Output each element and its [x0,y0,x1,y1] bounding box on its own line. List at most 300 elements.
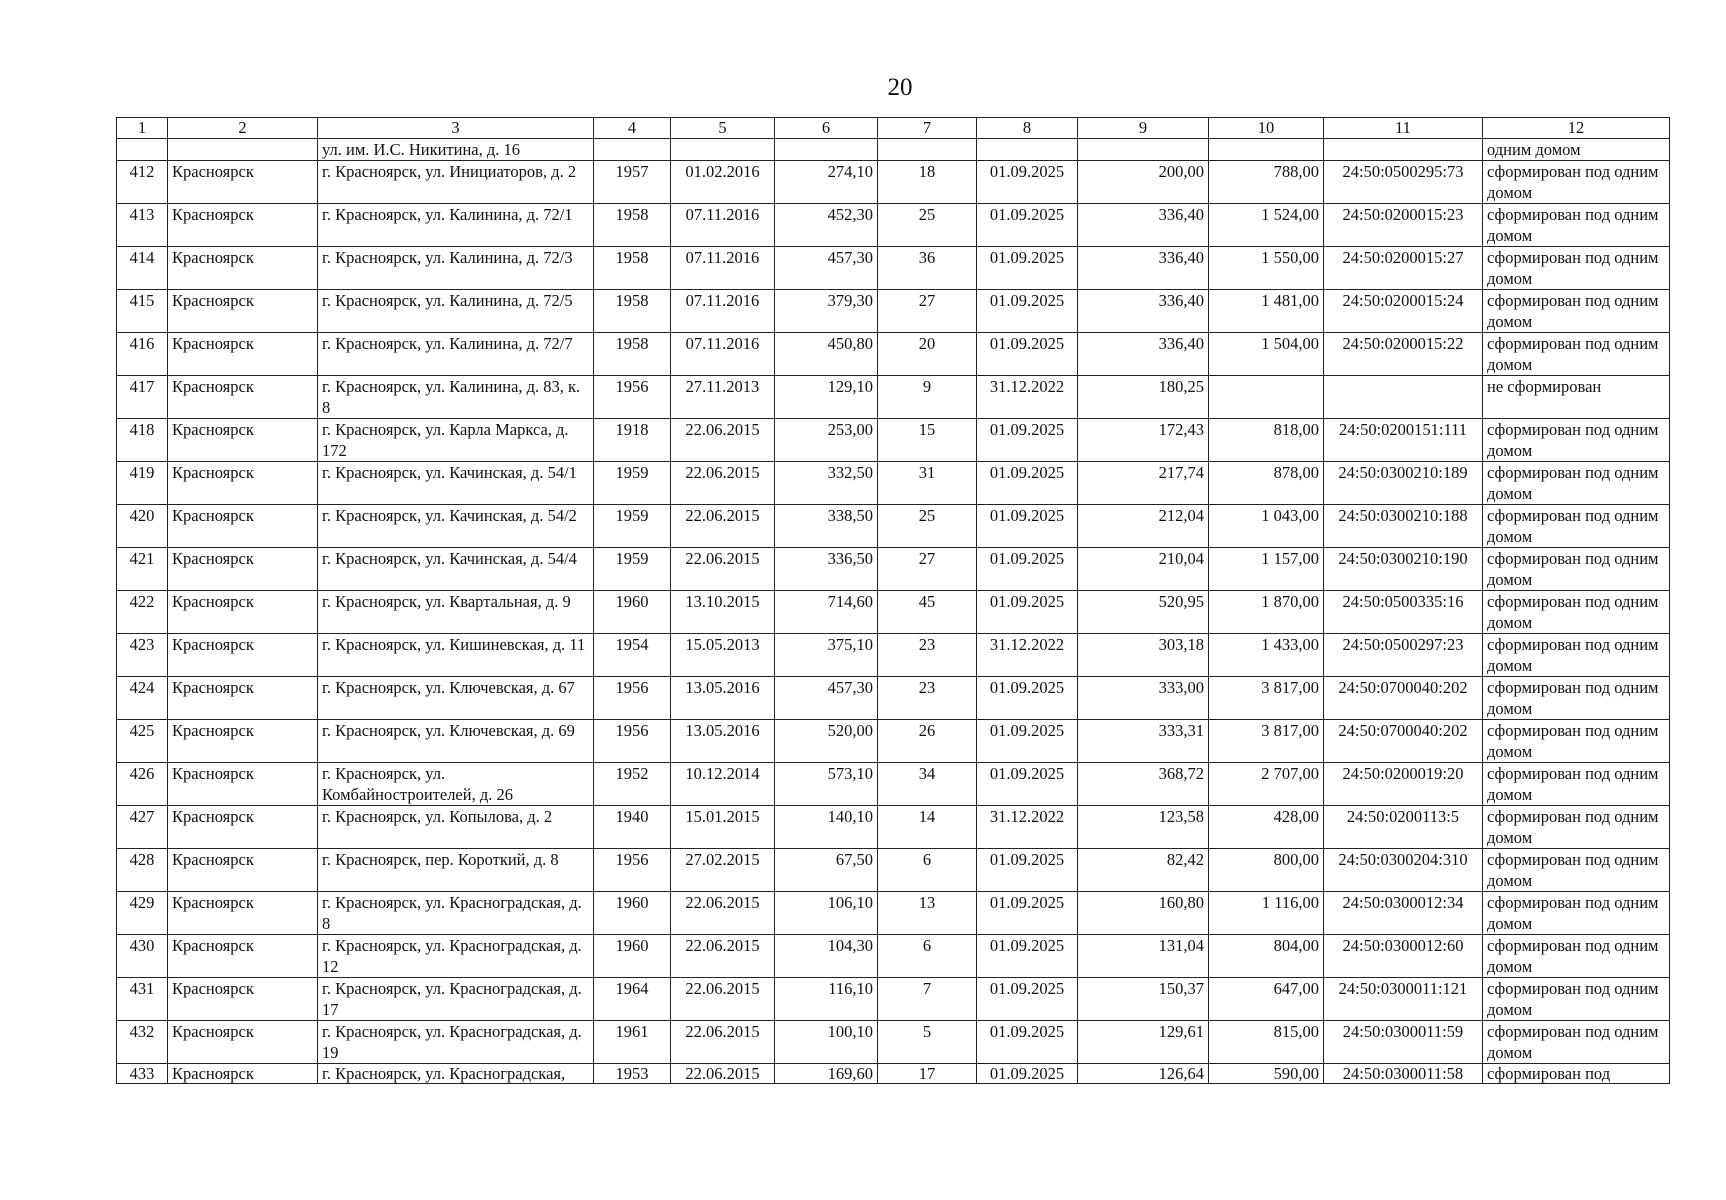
cell-value-10: 1 870,00 [1209,591,1324,634]
cell-year: 1960 [594,935,671,978]
cell-value-9: 368,72 [1078,763,1209,806]
table-row [117,763,1670,806]
cell-area: 100,10 [775,1021,878,1064]
cell-address: г. Красноярск, ул. Калинина, д. 72/7 [318,333,594,376]
cell-cadastral-number: 24:50:0300012:60 [1324,935,1483,978]
cell-year: 1958 [594,290,671,333]
cell-date-recognized: 15.05.2013 [671,634,775,677]
cell-empty [1078,139,1209,161]
cell-city: Красноярск [168,161,318,204]
cell-area: 457,30 [775,247,878,290]
cell-date-recognized: 07.11.2016 [671,333,775,376]
cell-city: Красноярск [168,290,318,333]
cell-date-planned: 31.12.2022 [977,376,1078,419]
table-row [117,161,1670,204]
cell-area: 253,00 [775,419,878,462]
cell-status: сформирован под одним домом [1483,978,1670,1021]
cell-cadastral-number: 24:50:0300011:121 [1324,978,1483,1021]
cell-date-planned: 31.12.2022 [977,634,1078,677]
column-header: 11 [1324,118,1483,139]
cell-cadastral-number: 24:50:0200113:5 [1324,806,1483,849]
cell-cadastral-number: 24:50:0300210:189 [1324,462,1483,505]
cell-area: 140,10 [775,806,878,849]
cell-empty [1209,139,1324,161]
cell-residents: 7 [878,978,977,1021]
cell-number: 418 [117,419,168,462]
cell-address: г. Красноярск, ул. Качинская, д. 54/1 [318,462,594,505]
cell-empty [775,139,878,161]
cell-residents: 23 [878,677,977,720]
table-row [117,634,1670,677]
table-row [117,1021,1670,1064]
cell-number: 422 [117,591,168,634]
cell-number: 427 [117,806,168,849]
cell-city: Красноярск [168,548,318,591]
table-row [117,204,1670,247]
cell-address: г. Красноярск, ул. Инициаторов, д. 2 [318,161,594,204]
cell-city: Красноярск [168,1021,318,1064]
cell-value-9: 126,64 [1078,1064,1209,1084]
cell-status: сформирован под одним домом [1483,1021,1670,1064]
table-body [117,118,1670,1084]
cell-area: 379,30 [775,290,878,333]
column-header: 8 [977,118,1078,139]
cell-number: 430 [117,935,168,978]
cell-year: 1956 [594,720,671,763]
cell-value-9: 520,95 [1078,591,1209,634]
cell-date-planned: 01.09.2025 [977,247,1078,290]
cell-year: 1960 [594,591,671,634]
cell-address: г. Красноярск, ул. Красноградская, д. 17 [318,978,594,1021]
cell-date-recognized: 22.06.2015 [671,505,775,548]
cell-status: сформирован под одним домом [1483,462,1670,505]
cell-date-planned: 01.09.2025 [977,161,1078,204]
cell-year: 1958 [594,204,671,247]
cell-value-9: 172,43 [1078,419,1209,462]
cell-value-9: 336,40 [1078,204,1209,247]
cell-value-9: 150,37 [1078,978,1209,1021]
cell-value-10: 818,00 [1209,419,1324,462]
table-row [117,720,1670,763]
table-row [117,935,1670,978]
cell-area: 116,10 [775,978,878,1021]
cell-year: 1959 [594,505,671,548]
cell-number: 431 [117,978,168,1021]
cell-value-10: 804,00 [1209,935,1324,978]
cell-area: 450,80 [775,333,878,376]
cell-address: г. Красноярск, пер. Короткий, д. 8 [318,849,594,892]
cell-date-planned: 01.09.2025 [977,720,1078,763]
cell-status: сформирован под одним домом [1483,935,1670,978]
column-header: 7 [878,118,977,139]
cell-date-recognized: 22.06.2015 [671,892,775,935]
cell-area: 375,10 [775,634,878,677]
cell-status: сформирован под одним домом [1483,806,1670,849]
cell-number: 432 [117,1021,168,1064]
cell-empty [1324,139,1483,161]
cell-address: г. Красноярск, ул. Калинина, д. 72/5 [318,290,594,333]
cell-value-10: 1 043,00 [1209,505,1324,548]
cell-cadastral-number: 24:50:0700040:202 [1324,677,1483,720]
cell-cadastral-number: 24:50:0200015:27 [1324,247,1483,290]
cell-date-recognized: 13.05.2016 [671,720,775,763]
table-row [117,591,1670,634]
cell-residents: 18 [878,161,977,204]
table-row [117,677,1670,720]
cell-cadastral-number: 24:50:0500295:73 [1324,161,1483,204]
column-header: 6 [775,118,878,139]
cell-city: Красноярск [168,591,318,634]
cell-address: г. Красноярск, ул. Копылова, д. 2 [318,806,594,849]
cell-empty [878,139,977,161]
cell-address: г. Красноярск, ул. Качинская, д. 54/2 [318,505,594,548]
cell-cadastral-number: 24:50:0200151:111 [1324,419,1483,462]
cell-area: 452,30 [775,204,878,247]
cell-city: Красноярск [168,419,318,462]
cell-number: 420 [117,505,168,548]
cell-year: 1940 [594,806,671,849]
cell-value-9: 333,31 [1078,720,1209,763]
cell-address: ул. им. И.С. Никитина, д. 16 [318,139,594,161]
table-row [117,419,1670,462]
cell-date-recognized: 22.06.2015 [671,978,775,1021]
cell-status: сформирован под одним домом [1483,763,1670,806]
cell-year: 1952 [594,763,671,806]
cell-cadastral-number: 24:50:0300210:190 [1324,548,1483,591]
cell-cadastral-number: 24:50:0700040:202 [1324,720,1483,763]
cell-date-recognized: 07.11.2016 [671,290,775,333]
table-row [117,806,1670,849]
cell-value-9: 336,40 [1078,290,1209,333]
table-row [117,333,1670,376]
cell-number: 419 [117,462,168,505]
cell-address: г. Красноярск, ул. Качинская, д. 54/4 [318,548,594,591]
cell-empty [977,139,1078,161]
cell-residents: 15 [878,419,977,462]
cell-date-planned: 01.09.2025 [977,677,1078,720]
cell-city: Красноярск [168,462,318,505]
cell-city: Красноярск [168,204,318,247]
cell-cadastral-number: 24:50:0300011:59 [1324,1021,1483,1064]
cell-date-planned: 31.12.2022 [977,806,1078,849]
column-header: 1 [117,118,168,139]
cell-value-10: 3 817,00 [1209,677,1324,720]
cell-status: сформирован под одним домом [1483,333,1670,376]
cell-date-planned: 01.09.2025 [977,1021,1078,1064]
column-number-row [117,118,1670,139]
cell-residents: 20 [878,333,977,376]
cell-area: 520,00 [775,720,878,763]
cell-year: 1956 [594,849,671,892]
cell-value-10: 878,00 [1209,462,1324,505]
cell-number: 424 [117,677,168,720]
cell-date-recognized: 13.10.2015 [671,591,775,634]
cell-status: сформирован под одним домом [1483,505,1670,548]
cell-number: 429 [117,892,168,935]
cell-value-9: 336,40 [1078,333,1209,376]
cell-area: 169,60 [775,1064,878,1084]
cell-status: сформирован под [1483,1064,1670,1084]
cell-value-10: 1 524,00 [1209,204,1324,247]
cell-year: 1956 [594,677,671,720]
cell-empty [117,139,168,161]
cell-empty [594,139,671,161]
cell-date-planned: 01.09.2025 [977,462,1078,505]
cell-value-9: 131,04 [1078,935,1209,978]
cell-empty [671,139,775,161]
cell-address: г. Красноярск, ул. Красноградская, д. 12 [318,935,594,978]
cell-value-10: 2 707,00 [1209,763,1324,806]
cell-residents: 17 [878,1064,977,1084]
cell-year: 1959 [594,462,671,505]
cell-number: 412 [117,161,168,204]
cell-status: сформирован под одним домом [1483,677,1670,720]
cell-value-9: 303,18 [1078,634,1209,677]
cell-city: Красноярск [168,720,318,763]
cell-date-planned: 01.09.2025 [977,978,1078,1021]
cell-date-recognized: 10.12.2014 [671,763,775,806]
cell-number: 426 [117,763,168,806]
cell-number: 415 [117,290,168,333]
cell-status: сформирован под одним домом [1483,849,1670,892]
cell-address: г. Красноярск, ул. Ключевская, д. 67 [318,677,594,720]
cell-value-10 [1209,376,1324,419]
cell-cadastral-number: 24:50:0300210:188 [1324,505,1483,548]
column-header: 10 [1209,118,1324,139]
cell-year: 1958 [594,333,671,376]
cell-year: 1964 [594,978,671,1021]
cell-number: 417 [117,376,168,419]
cell-cadastral-number: 24:50:0300011:58 [1324,1064,1483,1084]
cell-value-9: 160,80 [1078,892,1209,935]
cell-date-recognized: 22.06.2015 [671,935,775,978]
cell-city: Красноярск [168,806,318,849]
cell-year: 1918 [594,419,671,462]
cell-value-10: 647,00 [1209,978,1324,1021]
cell-cadastral-number: 24:50:0200015:22 [1324,333,1483,376]
cell-status: сформирован под одним домом [1483,161,1670,204]
column-header: 9 [1078,118,1209,139]
cell-year: 1953 [594,1064,671,1084]
cell-city: Красноярск [168,376,318,419]
cell-year: 1959 [594,548,671,591]
table-row [117,849,1670,892]
cell-city: Красноярск [168,333,318,376]
cell-city: Красноярск [168,978,318,1021]
cell-address: г. Красноярск, ул. Красноградская, д. 19 [318,1021,594,1064]
cell-residents: 23 [878,634,977,677]
cell-cadastral-number: 24:50:0500297:23 [1324,634,1483,677]
cell-area: 338,50 [775,505,878,548]
cell-date-recognized: 07.11.2016 [671,204,775,247]
cell-address: г. Красноярск, ул. Квартальная, д. 9 [318,591,594,634]
cell-address: г. Красноярск, ул. Калинина, д. 83, к. 8 [318,376,594,419]
cell-residents: 5 [878,1021,977,1064]
cell-value-10: 590,00 [1209,1064,1324,1084]
cell-number: 416 [117,333,168,376]
cell-date-planned: 01.09.2025 [977,935,1078,978]
table-row [117,247,1670,290]
cell-value-9: 333,00 [1078,677,1209,720]
cell-value-10: 815,00 [1209,1021,1324,1064]
cell-value-9: 210,04 [1078,548,1209,591]
cell-empty [168,139,318,161]
cell-date-planned: 01.09.2025 [977,591,1078,634]
cell-status: сформирован под одним домом [1483,204,1670,247]
cell-status: сформирован под одним домом [1483,548,1670,591]
cell-city: Красноярск [168,677,318,720]
cell-year: 1961 [594,1021,671,1064]
cell-date-planned: 01.09.2025 [977,333,1078,376]
cell-address: г. Красноярск, ул. Красноградская, д. 8 [318,892,594,935]
cell-year: 1954 [594,634,671,677]
cell-city: Красноярск [168,849,318,892]
cell-value-9: 212,04 [1078,505,1209,548]
cell-residents: 9 [878,376,977,419]
cell-address: г. Красноярск, ул. Кишиневская, д. 11 [318,634,594,677]
cell-status: не сформирован [1483,376,1670,419]
cell-city: Красноярск [168,634,318,677]
cell-year: 1958 [594,247,671,290]
column-header: 4 [594,118,671,139]
cell-cadastral-number: 24:50:0200015:23 [1324,204,1483,247]
cell-date-planned: 01.09.2025 [977,204,1078,247]
cell-city: Красноярск [168,763,318,806]
cell-value-10: 1 433,00 [1209,634,1324,677]
cell-city: Красноярск [168,247,318,290]
cell-cadastral-number [1324,376,1483,419]
cell-date-planned: 01.09.2025 [977,290,1078,333]
cell-number: 423 [117,634,168,677]
table-row [117,290,1670,333]
cell-number: 421 [117,548,168,591]
cell-date-recognized: 13.05.2016 [671,677,775,720]
housing-register-table [116,117,1670,1084]
cell-value-10: 3 817,00 [1209,720,1324,763]
page-number: 20 [887,74,913,101]
cell-address: г. Красноярск, ул. Карла Маркса, д. 172 [318,419,594,462]
cell-value-10: 1 157,00 [1209,548,1324,591]
cell-city: Красноярск [168,935,318,978]
table-row [117,462,1670,505]
cell-date-recognized: 15.01.2015 [671,806,775,849]
cell-number: 433 [117,1064,168,1084]
cell-date-planned: 01.09.2025 [977,763,1078,806]
cell-value-10: 800,00 [1209,849,1324,892]
cell-area: 104,30 [775,935,878,978]
cell-date-recognized: 22.06.2015 [671,462,775,505]
table-row [117,1064,1670,1084]
cell-number: 414 [117,247,168,290]
cell-residents: 31 [878,462,977,505]
cell-date-planned: 01.09.2025 [977,849,1078,892]
cell-value-10: 1 116,00 [1209,892,1324,935]
cell-date-recognized: 22.06.2015 [671,548,775,591]
cell-value-9: 200,00 [1078,161,1209,204]
cell-date-planned: 01.09.2025 [977,892,1078,935]
continuation-row [117,139,1670,161]
cell-residents: 27 [878,548,977,591]
cell-value-9: 129,61 [1078,1021,1209,1064]
cell-date-recognized: 01.02.2016 [671,161,775,204]
cell-cadastral-number: 24:50:0200015:24 [1324,290,1483,333]
cell-date-recognized: 22.06.2015 [671,1021,775,1064]
cell-year: 1957 [594,161,671,204]
cell-address: г. Красноярск, ул. Калинина, д. 72/1 [318,204,594,247]
cell-value-9: 123,58 [1078,806,1209,849]
cell-city: Красноярск [168,505,318,548]
cell-residents: 25 [878,505,977,548]
cell-value-9: 82,42 [1078,849,1209,892]
cell-area: 274,10 [775,161,878,204]
cell-value-10: 1 481,00 [1209,290,1324,333]
cell-date-planned: 01.09.2025 [977,419,1078,462]
cell-cadastral-number: 24:50:0300204:310 [1324,849,1483,892]
cell-number: 425 [117,720,168,763]
cell-address: г. Красноярск, ул. Красноградская, [318,1064,594,1084]
cell-status: сформирован под одним домом [1483,634,1670,677]
cell-address: г. Красноярск, ул. Комбайностроителей, д. 26 [318,763,594,806]
cell-residents: 27 [878,290,977,333]
cell-number: 428 [117,849,168,892]
cell-area: 573,10 [775,763,878,806]
cell-value-9: 217,74 [1078,462,1209,505]
cell-city: Красноярск [168,892,318,935]
column-header: 2 [168,118,318,139]
table-row [117,978,1670,1021]
cell-cadastral-number: 24:50:0200019:20 [1324,763,1483,806]
cell-status: сформирован под одним домом [1483,892,1670,935]
table-row [117,892,1670,935]
cell-status: сформирован под одним домом [1483,720,1670,763]
cell-residents: 26 [878,720,977,763]
cell-address: г. Красноярск, ул. Калинина, д. 72/3 [318,247,594,290]
column-header: 12 [1483,118,1670,139]
cell-year: 1956 [594,376,671,419]
cell-cadastral-number: 24:50:0500335:16 [1324,591,1483,634]
cell-date-recognized: 27.11.2013 [671,376,775,419]
cell-year: 1960 [594,892,671,935]
cell-date-recognized: 22.06.2015 [671,1064,775,1084]
cell-cadastral-number: 24:50:0300012:34 [1324,892,1483,935]
cell-status: сформирован под одним домом [1483,591,1670,634]
cell-area: 714,60 [775,591,878,634]
cell-residents: 6 [878,935,977,978]
cell-area: 457,30 [775,677,878,720]
cell-residents: 13 [878,892,977,935]
cell-area: 336,50 [775,548,878,591]
cell-area: 129,10 [775,376,878,419]
table-row [117,376,1670,419]
cell-residents: 36 [878,247,977,290]
cell-date-planned: 01.09.2025 [977,505,1078,548]
cell-address: г. Красноярск, ул. Ключевская, д. 69 [318,720,594,763]
cell-date-recognized: 27.02.2015 [671,849,775,892]
cell-residents: 6 [878,849,977,892]
cell-value-9: 336,40 [1078,247,1209,290]
cell-area: 67,50 [775,849,878,892]
cell-date-recognized: 22.06.2015 [671,419,775,462]
cell-residents: 34 [878,763,977,806]
cell-value-9: 180,25 [1078,376,1209,419]
cell-date-planned: 01.09.2025 [977,1064,1078,1084]
cell-status: сформирован под одним домом [1483,290,1670,333]
table-row [117,505,1670,548]
cell-area: 332,50 [775,462,878,505]
column-header: 3 [318,118,594,139]
cell-date-planned: 01.09.2025 [977,548,1078,591]
cell-value-10: 1 504,00 [1209,333,1324,376]
